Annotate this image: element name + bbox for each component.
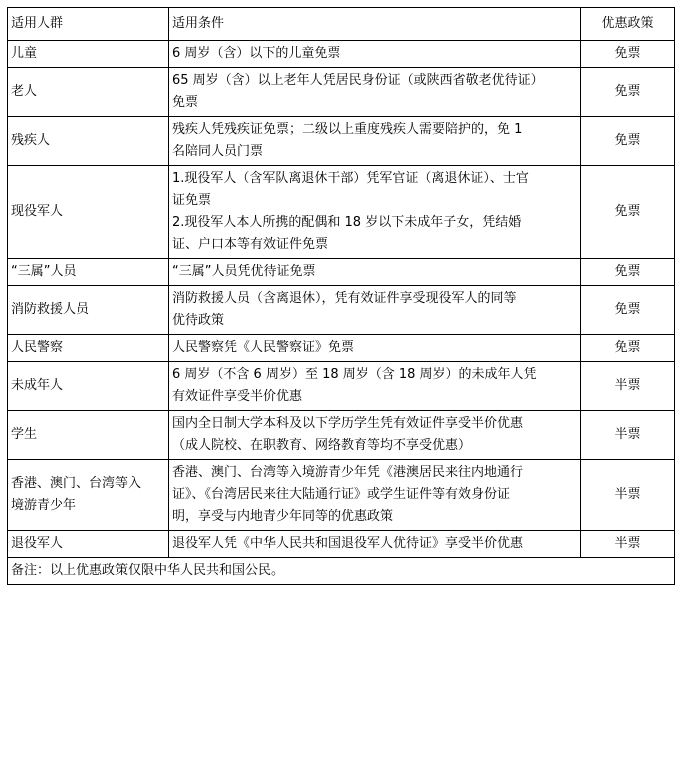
condition-cell [169, 286, 581, 335]
condition-cell [169, 335, 581, 362]
group-cell-line: 学生 [11, 427, 38, 442]
condition-cell [169, 411, 581, 460]
condition-cell-line: 证免票 [172, 193, 212, 208]
condition-cell [169, 531, 581, 558]
condition-cell-line: 名陪同人员门票 [172, 144, 264, 159]
group-cell [8, 259, 169, 286]
table-row [8, 68, 675, 117]
group-cell [8, 411, 169, 460]
table-row [8, 411, 675, 460]
group-cell-line: 残疾人 [11, 133, 51, 148]
condition-cell [169, 259, 581, 286]
header-policy: 优惠政策 [581, 8, 675, 41]
condition-cell-line: 消防救援人员（含离退休），凭有效证件享受现役军人的同等 [172, 291, 517, 306]
table-row [8, 460, 675, 531]
condition-cell [169, 68, 581, 117]
policy-cell: 半票 [581, 460, 675, 531]
condition-cell [169, 41, 581, 68]
condition-cell-line: 证》、《台湾居民来往大陆通行证》或学生证件等有效身份证 [172, 487, 511, 502]
condition-cell-line: “三属”人员凭优待证免票 [172, 264, 316, 279]
condition-cell-line: 65 周岁（含）以上老年人凭居民身份证（或陕西省敬老优待证） [172, 73, 544, 88]
group-cell [8, 41, 169, 68]
condition-cell-line: 残疾人凭残疾证免票；二级以上重度残疾人需要陪护的，免 1 [172, 122, 523, 137]
group-cell-line: 儿童 [11, 46, 38, 61]
table-row [8, 362, 675, 411]
condition-cell-line: 2.现役军人本人所携的配偶和 18 岁以下未成年子女，凭结婚 [172, 215, 522, 230]
header-group: 适用人群 [8, 8, 169, 41]
group-cell-line: 香港、澳门、台湾等入 [11, 476, 142, 491]
group-cell-line: 消防救援人员 [11, 302, 90, 317]
policy-cell: 免票 [581, 259, 675, 286]
condition-cell-line: 有效证件享受半价优惠 [172, 389, 303, 404]
table-row [8, 286, 675, 335]
condition-cell-line: （成人院校、在职教育、网络教育等均不享受优惠） [172, 438, 472, 453]
condition-cell-line: 香港、澳门、台湾等入境游青少年凭《港澳居民来往内地通行 [172, 465, 524, 480]
group-cell [8, 166, 169, 259]
condition-cell-line: 人民警察凭《人民警察证》免票 [172, 340, 355, 355]
policy-cell: 半票 [581, 411, 675, 460]
policy-cell: 免票 [581, 286, 675, 335]
condition-cell-line: 国内全日制大学本科及以下学历学生凭有效证件享受半价优惠 [172, 416, 524, 431]
group-cell-line: “三属”人员 [11, 264, 77, 279]
policy-cell: 免票 [581, 166, 675, 259]
note-row [8, 558, 675, 585]
table-row [8, 166, 675, 259]
policy-cell: 半票 [581, 362, 675, 411]
group-cell-line: 退役军人 [11, 536, 64, 551]
group-cell-line: 老人 [11, 84, 38, 99]
header-condition: 适用条件 [169, 8, 581, 41]
policy-cell: 免票 [581, 41, 675, 68]
group-cell-line: 境游青少年 [11, 498, 77, 513]
group-cell-line: 现役军人 [11, 204, 64, 219]
table-row [8, 41, 675, 68]
table-row [8, 259, 675, 286]
condition-cell-line: 证、户口本等有效证件免票 [172, 237, 329, 252]
table-row [8, 117, 675, 166]
group-cell [8, 335, 169, 362]
table-row [8, 335, 675, 362]
condition-cell-line: 免票 [172, 95, 199, 110]
group-cell [8, 362, 169, 411]
group-cell [8, 286, 169, 335]
condition-cell [169, 460, 581, 531]
policy-cell: 免票 [581, 335, 675, 362]
table-body [8, 41, 675, 558]
group-cell-line: 人民警察 [11, 340, 64, 355]
table-row [8, 531, 675, 558]
condition-cell [169, 117, 581, 166]
condition-cell [169, 362, 581, 411]
condition-cell-line: 优待政策 [172, 313, 225, 328]
note-text: 备注：以上优惠政策仅限中华人民共和国公民。 [8, 558, 675, 585]
condition-cell-line: 退役军人凭《中华人民共和国退役军人优待证》享受半价优惠 [172, 536, 524, 551]
group-cell [8, 68, 169, 117]
condition-cell-line: 1.现役军人（含军队离退休干部）凭军官证（离退休证）、士官 [172, 171, 529, 186]
group-cell [8, 117, 169, 166]
policy-cell: 半票 [581, 531, 675, 558]
group-cell [8, 531, 169, 558]
condition-cell [169, 166, 581, 259]
policy-cell: 免票 [581, 68, 675, 117]
condition-cell-line: 6 周岁（含）以下的儿童免票 [172, 46, 341, 61]
table-header-row [8, 8, 675, 41]
group-cell [8, 460, 169, 531]
condition-cell-line: 6 周岁（不含 6 周岁）至 18 周岁（含 18 周岁）的未成年人凭 [172, 367, 537, 382]
policy-cell: 免票 [581, 117, 675, 166]
discount-policy-table [7, 7, 675, 585]
condition-cell-line: 明，享受与内地青少年同等的优惠政策 [172, 509, 394, 524]
group-cell-line: 未成年人 [11, 378, 64, 393]
